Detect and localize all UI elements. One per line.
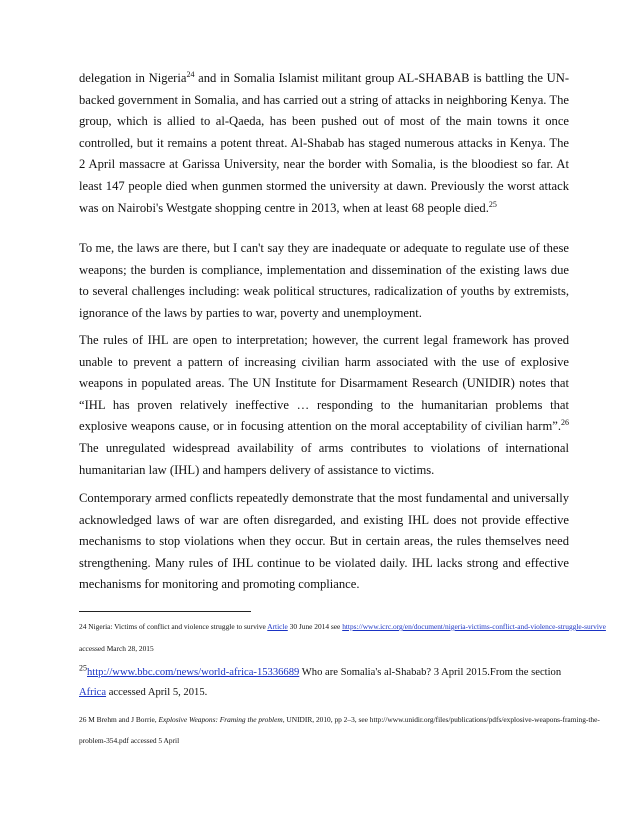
paragraph-line: to several challenges including: weak political structures, radicalization of youths by extremists, bbox=[79, 284, 569, 299]
paragraph-line: least 147 people died when gunmen stormed the university at dawn. Previously the worst attack bbox=[79, 178, 569, 193]
footnote-24-line2: accessed March 28, 2015 bbox=[79, 644, 154, 653]
paragraph-line: delegation in Nigeria$^{24}$ and in Somalia Islamist militant group AL-SHABAB is battling the UN- bbox=[79, 69, 570, 85]
footnote-25: $^{25}$http://www.bbc.com/news/world-africa-15336689 Who are Somalia's al-Shabab? 3 April 2015.From the section bbox=[79, 663, 562, 678]
paragraph-line: Contemporary armed conflicts repeatedly demonstrate that the most fundamental and universally bbox=[79, 491, 569, 505]
paragraph-laws-compliance bbox=[79, 238, 569, 324]
footnote-26: 26 M Brehm and J Borrie, Explosive Weapons: Framing the problem, UNIDIR, 2010, pp 2–3, see http://www.unidir.org/files/publications/pdfs/explosive-weapons-framing-the- bbox=[79, 715, 600, 724]
footnote-24-url-link[interactable]: https://www.icrc.org/en/document/nigeria-victims-conflict-and-violence-struggle-survive bbox=[342, 622, 606, 631]
footnote-25-bbc-link[interactable]: http://www.bbc.com/news/world-africa-15336689 bbox=[87, 667, 300, 678]
paragraph-line: ignorance of the laws by parties to war, poverty and unemployment. bbox=[79, 305, 422, 320]
paragraph-line: acknowledged laws of war are often disregarded, and existing IHL does not provide effective bbox=[79, 512, 569, 527]
paragraph-line: backed government in Somalia, and has carried out a string of attacks in neighboring Kenya. The bbox=[79, 92, 569, 107]
paragraph-line: explosive weapons cause, or in focusing attention on the moral acceptability of civilian harm”.$^{26}$ bbox=[79, 418, 569, 434]
footnote-ref-24[interactable]: 24 bbox=[186, 69, 195, 79]
paragraph-line: was on Nairobi's Westgate shopping centre in 2013, when at least 68 people died.$^{25}$ bbox=[79, 199, 497, 215]
paragraph-al-shabab bbox=[79, 68, 569, 219]
paragraph-line: mechanisms for monitoring and promoting compliance. bbox=[79, 577, 360, 592]
footnote-24: 24 Nigeria: Victims of conflict and violence struggle to survive Article 30 June 2014 see https://www.icrc.org/en/document/nigeria-victims-conflict-and-violence-struggle-survive bbox=[79, 622, 606, 631]
paragraph-armed-conflicts bbox=[79, 488, 569, 596]
paragraph-line: humanitarian law (IHL) and hampers delivery of assistance to victims. bbox=[79, 462, 435, 477]
footnote-25-line2: Africa accessed April 5, 2015. bbox=[79, 687, 208, 698]
paragraph-line: The rules of IHL are open to interpretation; however, the current legal framework has proved bbox=[79, 333, 569, 347]
paragraph-line: strengthening. Many rules of IHL continue to be violated daily. IHL lacks strong and effective bbox=[79, 555, 569, 570]
paragraph-line: “IHL has proven relatively ineffective … responding to the humanitarian problems that bbox=[79, 397, 569, 412]
paragraph-line: To me, the laws are there, but I can't say they are inadequate or adequate to regulate use of these bbox=[79, 241, 569, 255]
footnote-25-africa-link[interactable]: Africa bbox=[79, 687, 107, 698]
paragraph-line: controlled, but it remains a potent threat. Al-Shabab has staged numerous attacks in Kenya. The bbox=[79, 135, 569, 150]
paragraph-line: group, which is allied to al-Qaeda, has been pushed out of most of the main towns it once bbox=[79, 114, 569, 129]
footnote-ref-26[interactable]: 26 bbox=[561, 418, 569, 428]
footnote-25-number: 25 bbox=[79, 663, 87, 673]
paragraph-line: mechanisms to stop violations when they occur. But in certain areas, the rules themselves need bbox=[79, 534, 569, 549]
footnote-ref-25[interactable]: 25 bbox=[488, 199, 497, 209]
paragraph-ihl-interpretation bbox=[79, 330, 569, 481]
paragraph-line: weapons in populated areas. The UN Institute for Disarmament Research (UNIDIR) notes that bbox=[79, 376, 569, 391]
paragraph-line: unable to prevent a pattern of increasing civilian harm associated with the use of explosive bbox=[79, 354, 569, 369]
paragraph-line: weapons; the burden is compliance, implementation and dissemination of the existing laws due bbox=[79, 262, 569, 277]
footnote-26-line2: problem-354.pdf accessed 5 April bbox=[79, 736, 180, 745]
footnote-26-title: Explosive Weapons: Framing the problem, bbox=[158, 715, 285, 724]
paragraph-line: 2 April massacre at Garissa University, near the border with Somalia, is the bloodiest so far. At bbox=[79, 157, 569, 172]
paragraph-line: The unregulated widespread availability of arms contributes to violations of international bbox=[79, 440, 569, 455]
footnote-separator bbox=[79, 611, 251, 612]
footnote-24-article-link[interactable]: Article bbox=[267, 622, 288, 631]
